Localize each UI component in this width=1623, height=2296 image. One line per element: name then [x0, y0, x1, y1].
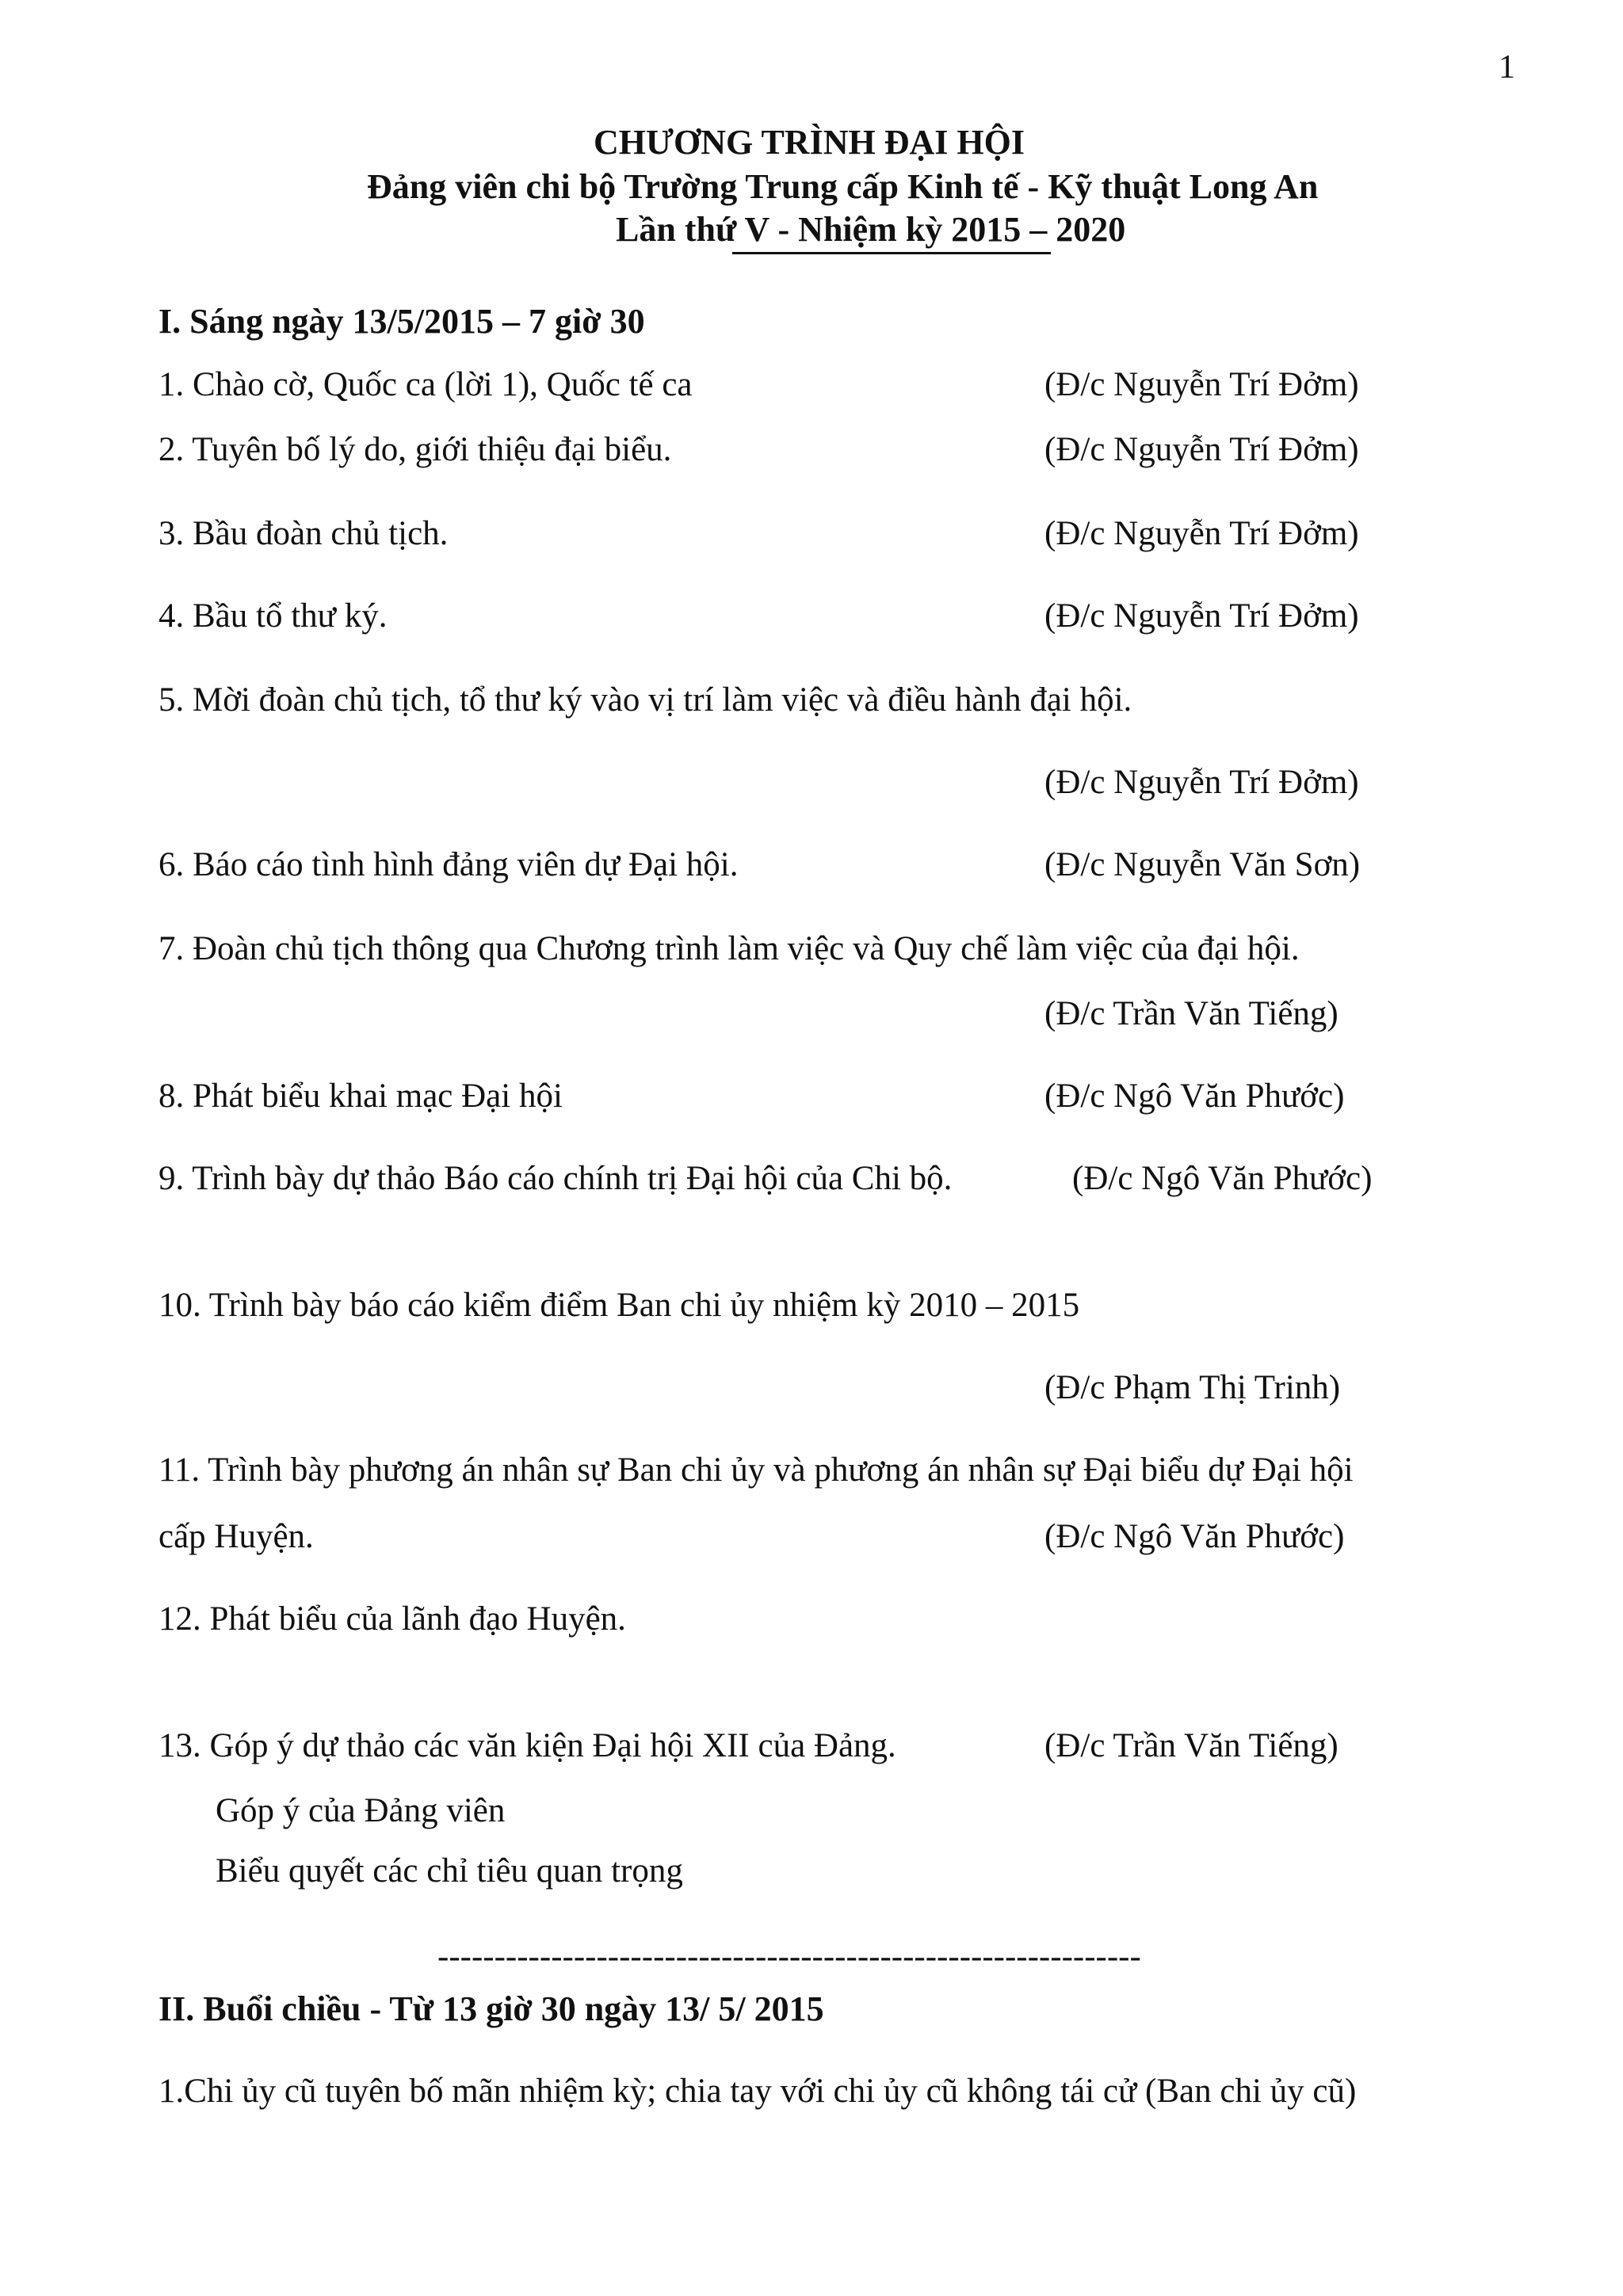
item-presenter: (Đ/c Trần Văn Tiếng): [1044, 995, 1338, 1032]
section1-heading: I. Sáng ngày 13/5/2015 – 7 giờ 30: [158, 302, 645, 341]
item-text: 7. Đoàn chủ tịch thông qua Chương trình làm việc và Quy chế làm việc của đại hội.: [158, 930, 1300, 967]
item-text: 11. Trình bày phương án nhân sự Ban chi ủy và phương án nhân sự Đại biểu dự Đại hội: [158, 1451, 1354, 1489]
item-text: 10. Trình bày báo cáo kiểm điểm Ban chi ủy nhiệm kỳ 2010 – 2015: [158, 1287, 1080, 1324]
item-presenter: (Đ/c Phạm Thị Trinh): [1044, 1369, 1341, 1406]
item-text: 5. Mời đoàn chủ tịch, tổ thư ký vào vị trí làm việc và điều hành đại hội.: [158, 681, 1132, 719]
item-text: 8. Phát biểu khai mạc Đại hội: [158, 1077, 563, 1115]
item-presenter: (Đ/c Nguyễn Trí Đởm): [1044, 431, 1359, 468]
item-presenter: (Đ/c Ngô Văn Phước): [1044, 1518, 1345, 1555]
item-text: 13. Góp ý dự thảo các văn kiện Đại hội XII của Đảng.: [158, 1727, 896, 1764]
document-title: CHƯƠNG TRÌNH ĐẠI HỘI: [594, 123, 1025, 162]
item-text: 12. Phát biểu của lãnh đạo Huyện.: [158, 1600, 626, 1638]
item-text: 1. Chào cờ, Quốc ca (lời 1), Quốc tế ca: [158, 366, 693, 403]
item-presenter: (Đ/c Nguyễn Trí Đởm): [1044, 764, 1359, 801]
item-text: 4. Bầu tổ thư ký.: [158, 597, 388, 635]
item-presenter: (Đ/c Nguyễn Trí Đởm): [1044, 366, 1359, 403]
term-underline: [732, 252, 1051, 254]
item-presenter: (Đ/c Ngô Văn Phước): [1072, 1160, 1373, 1197]
document-term: Lần thứ V - Nhiệm kỳ 2015 – 2020: [616, 210, 1126, 249]
item-presenter: (Đ/c Nguyễn Trí Đởm): [1044, 515, 1359, 552]
item-text: 6. Báo cáo tình hình đảng viên dự Đại hội.: [158, 846, 739, 883]
item-text: 2. Tuyên bố lý do, giới thiệu đại biểu.: [158, 431, 672, 468]
item-continuation: cấp Huyện.: [158, 1518, 314, 1555]
item-text: 1.Chi ủy cũ tuyên bố mãn nhiệm kỳ; chia tay với chi ủy cũ không tái cử (Ban chi ủy cũ): [158, 2073, 1357, 2110]
document-subtitle: Đảng viên chi bộ Trường Trung cấp Kinh tế - Kỹ thuật Long An: [367, 167, 1319, 206]
item-text: 9. Trình bày dự thảo Báo cáo chính trị Đại hội của Chi bộ.: [158, 1160, 953, 1197]
item-presenter: (Đ/c Nguyễn Văn Sơn): [1044, 846, 1361, 883]
sub-item: Biểu quyết các chỉ tiêu quan trọng: [216, 1852, 683, 1890]
page-number: 1: [1499, 49, 1515, 86]
item-text: 3. Bầu đoàn chủ tịch.: [158, 515, 449, 552]
sub-item: Góp ý của Đảng viên: [216, 1792, 506, 1829]
section2-heading: II. Buổi chiều - Từ 13 giờ 30 ngày 13/ 5/ 2015: [158, 1989, 824, 2028]
item-presenter: (Đ/c Nguyễn Trí Đởm): [1044, 597, 1359, 635]
section-separator: --------------------------------------------------------------: [437, 1938, 1141, 1975]
item-presenter: (Đ/c Ngô Văn Phước): [1044, 1077, 1345, 1115]
item-presenter: (Đ/c Trần Văn Tiếng): [1044, 1727, 1338, 1764]
